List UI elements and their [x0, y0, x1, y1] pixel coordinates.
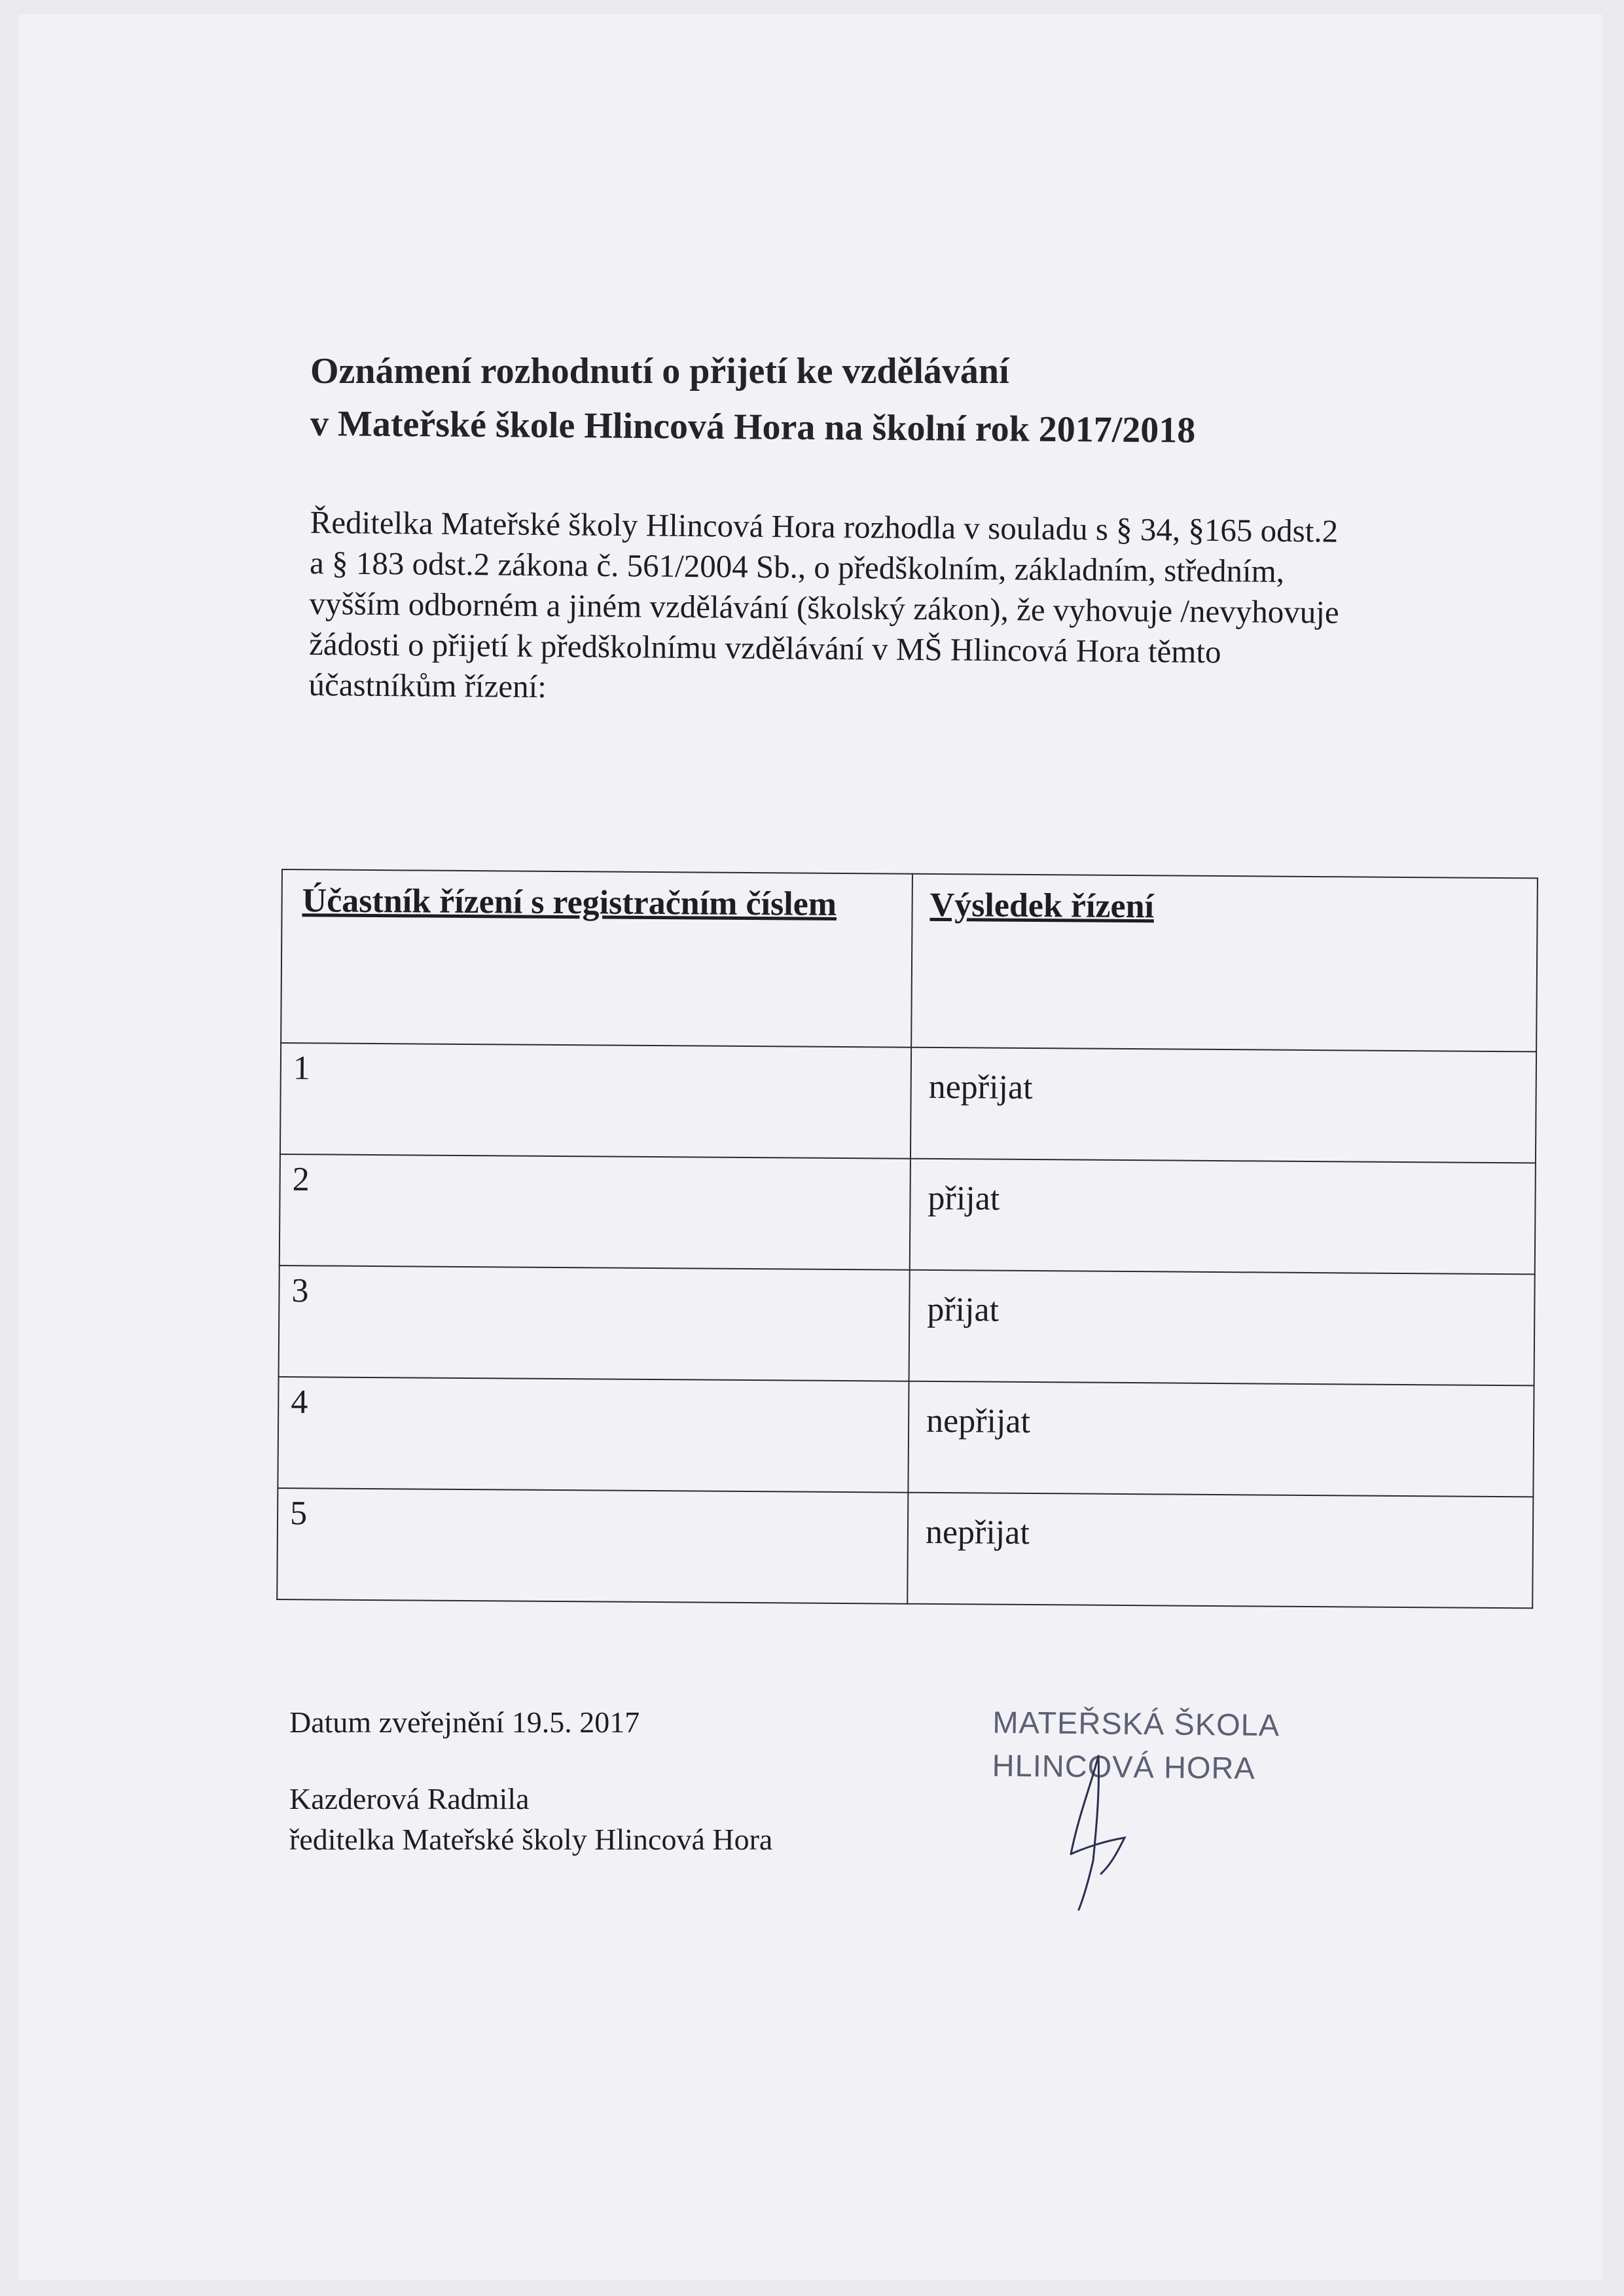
participant-number: 5	[277, 1488, 908, 1604]
results-table	[276, 869, 1538, 1609]
stamp-line-2: HLINCOVÁ HORA	[992, 1747, 1256, 1785]
intro-line: vyšším odborném a jiném vzdělávání (školský zákon), že vyhovuje /nevyhovuje	[309, 585, 1339, 630]
result-cell: přijat	[910, 1159, 1536, 1275]
result-cell: nepřijat	[911, 1048, 1536, 1163]
document-title	[310, 345, 1195, 450]
intro-line: žádosti o přijetí k předškolnímu vzdělávání v MŠ Hlincová Hora těmto	[308, 625, 1221, 670]
signatory-role: ředitelka Mateřské školy Hlincová Hora	[289, 1823, 773, 1856]
participant-number: 2	[280, 1154, 911, 1270]
title-line-1: Oznámení rozhodnutí o přijetí ke vzdělávání	[310, 351, 1009, 392]
header-participant: Účastník řízení s registračním číslem	[281, 869, 912, 1048]
table-row	[279, 1266, 1535, 1385]
table-row	[278, 1377, 1534, 1497]
table-header-row	[281, 869, 1538, 1051]
handwritten-signature	[1053, 1743, 1144, 1913]
intro-line: účastníkům řízení:	[308, 666, 547, 705]
table-row	[277, 1488, 1533, 1608]
document-page	[18, 14, 1602, 2280]
header-result: Výsledek řízení	[911, 874, 1538, 1052]
participant-number: 1	[280, 1043, 911, 1159]
stamp-line-1: MATEŘSKÁ ŠKOLA	[992, 1704, 1280, 1743]
signatory-name: Kazderová Radmila	[289, 1782, 530, 1815]
participant-number: 3	[279, 1266, 910, 1381]
signature-block	[289, 1779, 772, 1860]
result-cell: nepřijat	[908, 1381, 1534, 1497]
intro-line: a § 183 odst.2 zákona č. 561/2004 Sb., o předškolním, základním, středním,	[309, 544, 1285, 589]
table-row	[280, 1043, 1536, 1163]
result-cell: nepřijat	[907, 1493, 1533, 1609]
result-cell: přijat	[909, 1270, 1535, 1386]
intro-paragraph	[308, 502, 1554, 716]
intro-line: Ředitelka Mateřské školy Hlincová Hora rozhodla v souladu s § 34, §165 odst.2	[310, 503, 1339, 549]
participant-number: 4	[278, 1377, 909, 1493]
title-line-2: v Mateřské škole Hlincová Hora na školní rok 2017/2018	[310, 403, 1196, 451]
table-row	[280, 1154, 1536, 1274]
publication-date: Datum zveřejnění 19.5. 2017	[289, 1705, 640, 1739]
